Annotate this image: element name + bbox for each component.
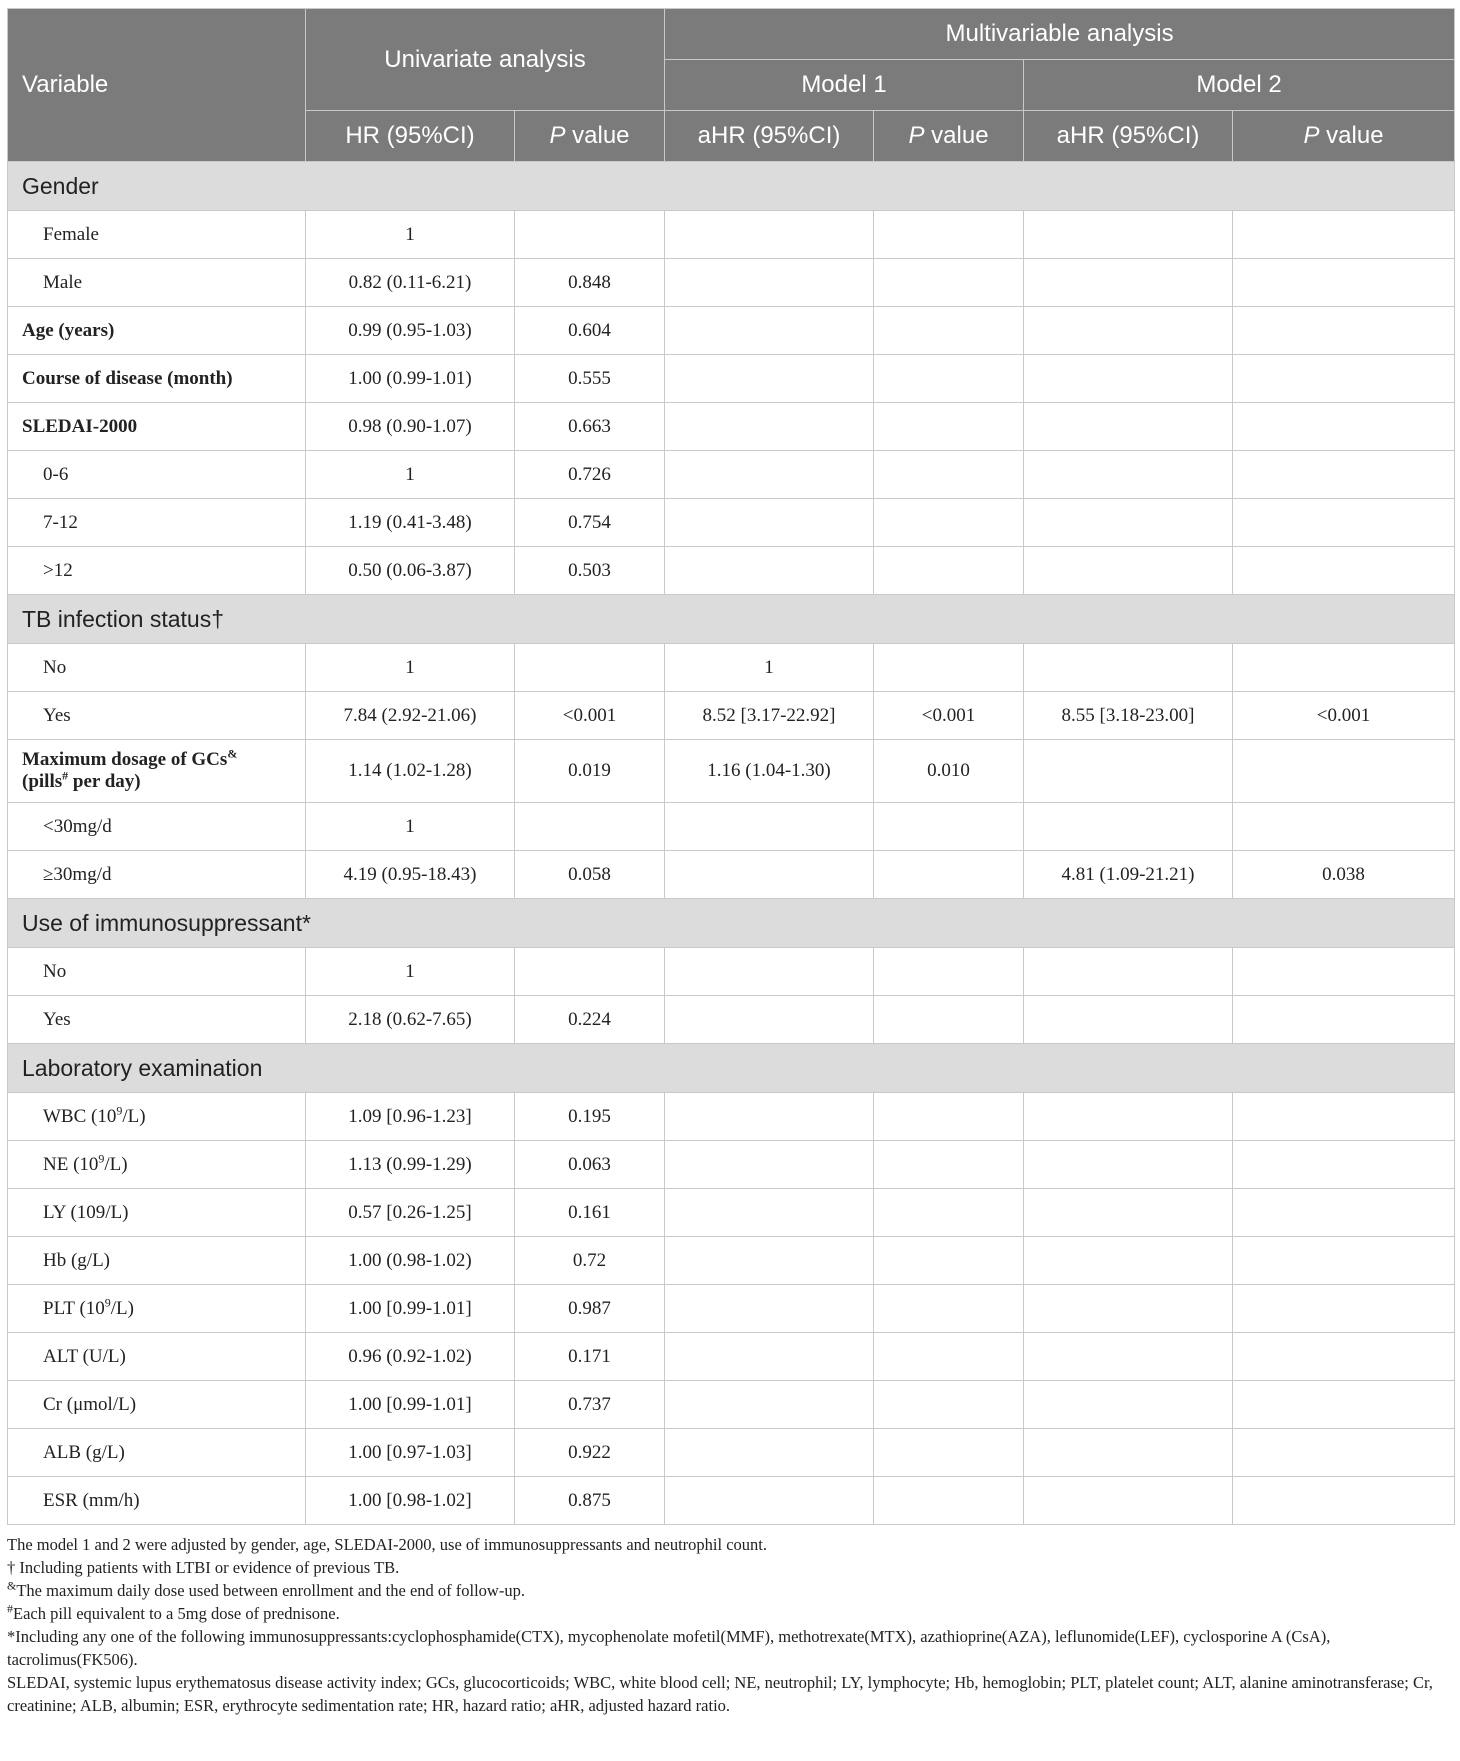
cell-hr: 1.00 [0.99-1.01] [306,1381,515,1429]
header-ahr-model1: aHR (95%CI) [665,111,874,162]
cell-p: 0.848 [515,259,665,307]
cell-p2 [1233,1141,1455,1189]
cell-ahr1 [665,1141,874,1189]
cell-p1 [874,1237,1024,1285]
table-row [8,355,1455,403]
header-ahr-model2: aHR (95%CI) [1024,111,1233,162]
table-row [8,1141,1455,1189]
table-body [8,162,1455,1525]
cell-hr: 1.13 (0.99-1.29) [306,1141,515,1189]
cell-ahr1 [665,307,874,355]
cell-p1 [874,1189,1024,1237]
section-gender: Gender [8,162,1455,211]
row-label [8,1285,306,1333]
footnote-ampersand [7,1579,1454,1602]
row-label: Female [8,211,306,259]
cell-ahr2 [1024,547,1233,595]
row-label: Yes [8,996,306,1044]
cell-p [515,948,665,996]
cell-p2 [1233,644,1455,692]
cell-hr: 2.18 (0.62-7.65) [306,996,515,1044]
cell-p2 [1233,1477,1455,1525]
cell-hr: 0.96 (0.92-1.02) [306,1333,515,1381]
table-row [8,803,1455,851]
superscript: 9 [116,1103,123,1118]
cell-ahr1 [665,1189,874,1237]
cell-ahr2 [1024,803,1233,851]
cell-ahr2: 8.55 [3.18-23.00] [1024,692,1233,740]
cell-p1 [874,1381,1024,1429]
row-label: >12 [8,547,306,595]
footnote-hash [7,1602,1454,1625]
cell-p1 [874,803,1024,851]
cell-p: 0.058 [515,851,665,899]
cell-p1 [874,644,1024,692]
cell-p: 0.922 [515,1429,665,1477]
cell-ahr2 [1024,1381,1233,1429]
table-row [8,948,1455,996]
cell-ahr1 [665,1429,874,1477]
cell-hr: 1 [306,803,515,851]
footnote-dagger: † Including patients with LTBI or evidence of previous TB. [7,1558,400,1577]
results-table [7,8,1455,1525]
cell-ahr2 [1024,740,1233,803]
cell-ahr1 [665,355,874,403]
cell-ahr2 [1024,403,1233,451]
header-model2: Model 2 [1024,60,1455,111]
cell-ahr2: 4.81 (1.09-21.21) [1024,851,1233,899]
cell-p2 [1233,499,1455,547]
cell-hr: 0.99 (0.95-1.03) [306,307,515,355]
cell-hr: 1.09 [0.96-1.23] [306,1093,515,1141]
table-row [8,547,1455,595]
cell-hr: 0.50 (0.06-3.87) [306,547,515,595]
cell-ahr1 [665,499,874,547]
cell-ahr2 [1024,1237,1233,1285]
row-label: No [8,948,306,996]
row-label: No [8,644,306,692]
cell-p1 [874,851,1024,899]
row-label: 7-12 [8,499,306,547]
cell-ahr1 [665,803,874,851]
table-row [8,259,1455,307]
row-label: <30mg/d [8,803,306,851]
cell-ahr1 [665,259,874,307]
section-tb-infection: TB infection status† [8,595,1455,644]
row-label: ALB (g/L) [8,1429,306,1477]
cell-p2 [1233,1381,1455,1429]
cell-hr: 1.00 [0.99-1.01] [306,1285,515,1333]
row-label [8,1093,306,1141]
cell-p1 [874,451,1024,499]
cell-ahr1 [665,211,874,259]
cell-p2 [1233,1237,1455,1285]
cell-p: 0.72 [515,1237,665,1285]
table-row [8,1237,1455,1285]
cell-p2 [1233,740,1455,803]
header-univariate: Univariate analysis [306,9,665,111]
table-row [8,403,1455,451]
cell-ahr1 [665,948,874,996]
cell-hr: 1.00 [0.98-1.02] [306,1477,515,1525]
footnote-adjustment: The model 1 and 2 were adjusted by gender, age, SLEDAI-2000, use of immunosuppressants and neutrophil count. [7,1535,767,1554]
row-label: Male [8,259,306,307]
cell-ahr1: 1 [665,644,874,692]
table-row [8,692,1455,740]
cell-p2 [1233,259,1455,307]
superscript: & [7,1578,17,1593]
superscript: # [7,1601,13,1616]
footnote-abbreviations: SLEDAI, systemic lupus erythematosus disease activity index; GCs, glucocorticoids; WBC, white blood cell; NE, neutrophil; LY, lymphocyte; Hb, hemoglobin; PLT, platelet count; ALT, alanine aminotransferase; Cr, creatinine; ALB, albumin; ESR, erythrocyte sedimentation rate; HR, hazard ratio; aHR, adjusted hazard ratio. [7,1673,1433,1715]
p-italic: P [549,122,566,149]
cell-ahr2 [1024,1285,1233,1333]
header-p-value-model1 [874,111,1024,162]
cell-hr: 1.00 (0.98-1.02) [306,1237,515,1285]
cell-p [515,803,665,851]
cell-p1 [874,1093,1024,1141]
cell-hr: 0.98 (0.90-1.07) [306,403,515,451]
label-part: /L) [104,1153,128,1175]
cell-p1 [874,547,1024,595]
cell-ahr2 [1024,211,1233,259]
header-p-value [515,111,665,162]
cell-hr: 1.00 (0.99-1.01) [306,355,515,403]
cell-p: 0.224 [515,996,665,1044]
table-row [8,1189,1455,1237]
cell-p1 [874,1333,1024,1381]
cell-ahr1 [665,403,874,451]
cell-p: 0.875 [515,1477,665,1525]
cell-hr: 1 [306,211,515,259]
table-row [8,1429,1455,1477]
p-italic: P [1303,122,1320,149]
table-row [8,451,1455,499]
cell-p1 [874,948,1024,996]
cell-hr: 1.00 [0.97-1.03] [306,1429,515,1477]
cell-p: 0.663 [515,403,665,451]
cell-hr: 1 [306,644,515,692]
cell-ahr1 [665,1381,874,1429]
label-part: PLT (10 [43,1297,105,1319]
cell-p: 0.726 [515,451,665,499]
cell-ahr1 [665,1093,874,1141]
cell-p [515,211,665,259]
table-row [8,1333,1455,1381]
cell-p2 [1233,307,1455,355]
cell-ahr1 [665,1477,874,1525]
label-part: per day) [68,771,141,792]
header-p-value-model2 [1233,111,1455,162]
cell-p: <0.001 [515,692,665,740]
header-model1: Model 1 [665,60,1024,111]
cell-hr: 1 [306,451,515,499]
cell-p1 [874,996,1024,1044]
footnote-text: The maximum daily dose used between enrollment and the end of follow-up. [16,1581,525,1600]
cell-p2 [1233,211,1455,259]
cell-p1 [874,1477,1024,1525]
cell-ahr2 [1024,644,1233,692]
row-label [8,740,306,803]
label-part: Maximum dosage of GCs [22,749,228,770]
cell-hr: 1.19 (0.41-3.48) [306,499,515,547]
cell-p: 0.754 [515,499,665,547]
cell-p2 [1233,451,1455,499]
cell-ahr2 [1024,307,1233,355]
cell-ahr1 [665,996,874,1044]
cell-p2 [1233,1093,1455,1141]
cell-ahr2 [1024,259,1233,307]
cell-p2 [1233,547,1455,595]
table-row [8,499,1455,547]
cell-ahr1 [665,1285,874,1333]
cell-p1 [874,403,1024,451]
cell-ahr1 [665,451,874,499]
cell-ahr1 [665,547,874,595]
cell-p: 0.737 [515,1381,665,1429]
cell-p1 [874,1429,1024,1477]
cell-p [515,644,665,692]
cell-p1 [874,1141,1024,1189]
cell-p2 [1233,1285,1455,1333]
row-label: 0-6 [8,451,306,499]
row-label: Hb (g/L) [8,1237,306,1285]
row-label [8,1141,306,1189]
cell-hr: 4.19 (0.95-18.43) [306,851,515,899]
table-row [8,1477,1455,1525]
label-part: (pills [22,771,63,792]
cell-ahr2 [1024,1141,1233,1189]
cell-p: 0.063 [515,1141,665,1189]
table-header [8,9,1455,162]
cell-ahr1 [665,1333,874,1381]
label-part: NE (10 [43,1153,99,1175]
footnote-asterisk: *Including any one of the following immunosuppressants:cyclophosphamide(CTX), mycophenolate mofetil(MMF), methotrexate(MTX), azathioprine(AZA), leflunomide(LEF), cyclosporine A (CsA), tacrolimus(FK506). [7,1627,1331,1669]
table-row [8,996,1455,1044]
row-label: ESR (mm/h) [8,1477,306,1525]
cell-hr: 0.82 (0.11-6.21) [306,259,515,307]
table-row [8,851,1455,899]
cell-p1: 0.010 [874,740,1024,803]
cell-ahr2 [1024,1333,1233,1381]
table-row [8,1285,1455,1333]
cell-ahr1: 1.16 (1.04-1.30) [665,740,874,803]
cell-hr: 7.84 (2.92-21.06) [306,692,515,740]
cell-p: 0.503 [515,547,665,595]
cell-p: 0.161 [515,1189,665,1237]
table-row [8,1381,1455,1429]
row-label: Cr (μmol/L) [8,1381,306,1429]
cell-p2 [1233,1333,1455,1381]
cell-p1 [874,355,1024,403]
cell-p1: <0.001 [874,692,1024,740]
table-row [8,307,1455,355]
cell-p2 [1233,1189,1455,1237]
row-label: SLEDAI-2000 [8,403,306,451]
cell-p: 0.604 [515,307,665,355]
cell-p: 0.987 [515,1285,665,1333]
cell-ahr2 [1024,948,1233,996]
cell-p1 [874,499,1024,547]
p-rest: value [924,122,989,149]
superscript: 9 [104,1295,111,1310]
cell-ahr2 [1024,1093,1233,1141]
section-laboratory: Laboratory examination [8,1044,1455,1093]
label-part: WBC (10 [43,1105,117,1127]
cell-ahr2 [1024,1189,1233,1237]
cell-p: 0.195 [515,1093,665,1141]
cell-p1 [874,259,1024,307]
cell-p2 [1233,1429,1455,1477]
cell-p2 [1233,948,1455,996]
cell-p2 [1233,803,1455,851]
row-label: ALT (U/L) [8,1333,306,1381]
cell-ahr1 [665,851,874,899]
cell-ahr2 [1024,355,1233,403]
row-label: LY (109/L) [8,1189,306,1237]
cell-p2: 0.038 [1233,851,1455,899]
superscript: # [62,768,69,783]
superscript: 9 [98,1151,105,1166]
p-rest: value [1319,122,1384,149]
cell-ahr2 [1024,1477,1233,1525]
p-italic: P [908,122,925,149]
cell-ahr1 [665,1237,874,1285]
section-immunosuppressant: Use of immunosuppressant* [8,899,1455,948]
row-label: ≥30mg/d [8,851,306,899]
row-label: Course of disease (month) [8,355,306,403]
cell-p1 [874,211,1024,259]
table-row [8,644,1455,692]
cell-ahr2 [1024,451,1233,499]
cell-p: 0.171 [515,1333,665,1381]
footnote-text: Each pill equivalent to a 5mg dose of prednisone. [13,1604,340,1623]
label-part: /L) [122,1105,146,1127]
cell-ahr2 [1024,1429,1233,1477]
header-variable: Variable [8,9,306,162]
table-row [8,211,1455,259]
superscript: & [227,746,238,761]
cell-p: 0.555 [515,355,665,403]
cell-ahr2 [1024,996,1233,1044]
cell-p1 [874,307,1024,355]
cell-hr: 1 [306,948,515,996]
table-row [8,1093,1455,1141]
cell-ahr1: 8.52 [3.17-22.92] [665,692,874,740]
label-part: /L) [110,1297,134,1319]
cell-p2 [1233,403,1455,451]
cell-p2 [1233,355,1455,403]
table-footnotes [7,1533,1454,1717]
cell-p: 0.019 [515,740,665,803]
cell-p2 [1233,996,1455,1044]
cell-p1 [874,1285,1024,1333]
table-row [8,740,1455,803]
header-multivariable: Multivariable analysis [665,9,1455,60]
cell-ahr2 [1024,499,1233,547]
cell-hr: 0.57 [0.26-1.25] [306,1189,515,1237]
header-hr: HR (95%CI) [306,111,515,162]
cell-hr: 1.14 (1.02-1.28) [306,740,515,803]
row-label: Yes [8,692,306,740]
table-figure [7,8,1454,1717]
row-label: Age (years) [8,307,306,355]
cell-p2: <0.001 [1233,692,1455,740]
p-rest: value [565,122,630,149]
